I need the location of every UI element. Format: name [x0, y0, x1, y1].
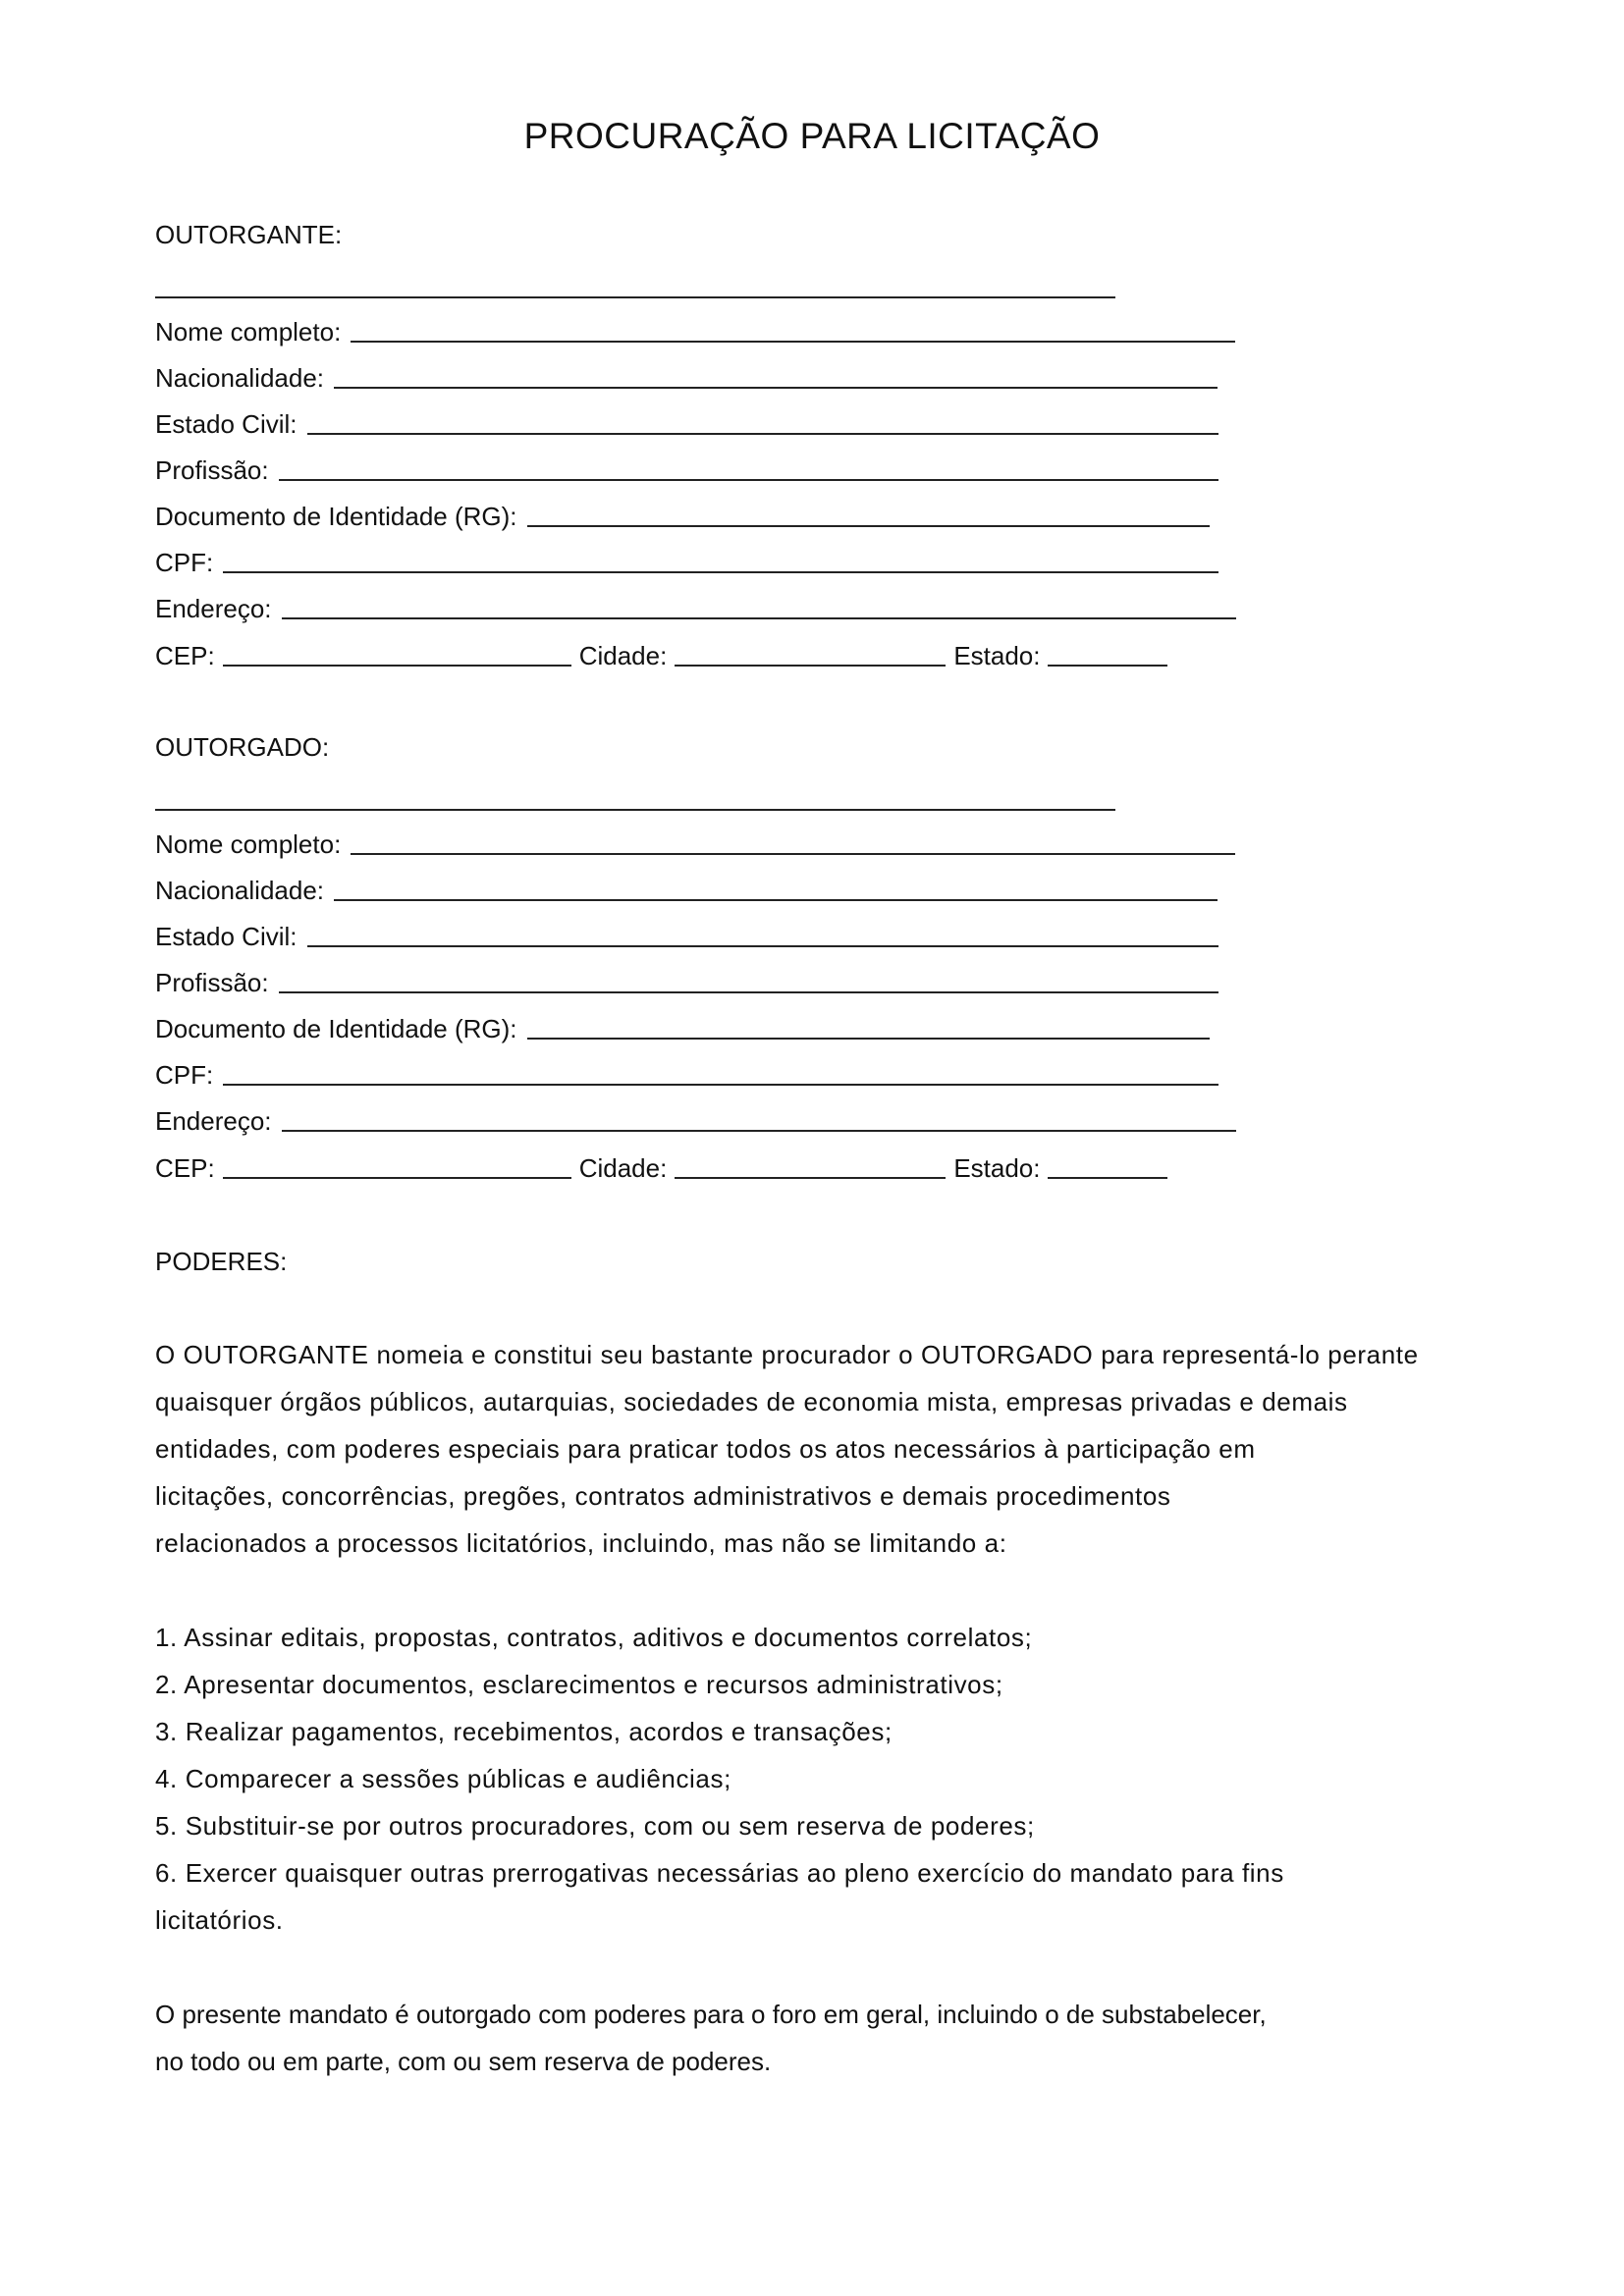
outorgado-nome-field — [155, 827, 1235, 862]
outorgado-name-line[interactable] — [155, 809, 1115, 811]
outorgado-nome-label: Nome completo: — [155, 829, 342, 859]
outorgado-nacionalidade-label: Nacionalidade: — [155, 876, 325, 905]
outorgado-cep-label: CEP: — [155, 1153, 215, 1183]
outorgado-endereco-blank[interactable] — [282, 1130, 1236, 1132]
outorgante-estado-civil-blank[interactable] — [307, 433, 1219, 435]
document-title: PROCURAÇÃO PARA LICITAÇÃO — [523, 116, 1101, 156]
outorgado-cidade-label: Cidade: — [578, 1153, 668, 1183]
outorgante-cep-row — [155, 638, 1175, 673]
outorgado-cep-row — [155, 1150, 1175, 1186]
outorgado-profissao-blank[interactable] — [279, 991, 1218, 993]
outorgante-cep-label: CEP: — [155, 641, 215, 670]
list-item: 1. Assinar editais, propostas, contratos, aditivos e documentos correlatos; — [155, 1623, 1033, 1652]
outorgado-estado-civil-blank[interactable] — [307, 945, 1219, 947]
list-item: 4. Comparecer a sessões públicas e audiências; — [155, 1764, 731, 1793]
list-item: licitatórios. — [155, 1905, 284, 1935]
outorgante-nome-blank[interactable] — [351, 341, 1235, 343]
intro-line: relacionados a processos licitatórios, incluindo, mas não se limitando a: — [155, 1528, 1007, 1558]
outorgante-endereco-blank[interactable] — [282, 617, 1236, 619]
outorgado-cidade-blank[interactable] — [675, 1177, 946, 1179]
outorgante-endereco-label: Endereço: — [155, 594, 272, 623]
outorgado-heading: OUTORGADO: — [155, 732, 330, 762]
outorgante-nome-label: Nome completo: — [155, 317, 342, 347]
outorgado-cep-blank[interactable] — [223, 1177, 571, 1179]
outorgante-nacionalidade-blank[interactable] — [334, 387, 1218, 389]
intro-line: licitações, concorrências, pregões, contratos administrativos e demais procedimentos — [155, 1481, 1171, 1511]
list-item: 6. Exercer quaisquer outras prerrogativas necessárias ao pleno exercício do mandato para fins — [155, 1858, 1284, 1888]
closing-line: O presente mandato é outorgado com poderes para o foro em geral, incluindo o de substabelecer, — [155, 2000, 1267, 2029]
outorgante-nacionalidade-label: Nacionalidade: — [155, 363, 325, 393]
outorgante-nacionalidade-field — [155, 360, 1218, 396]
list-item: 3. Realizar pagamentos, recebimentos, acordos e transações; — [155, 1717, 893, 1746]
outorgante-rg-field — [155, 499, 1210, 534]
outorgante-profissao-field — [155, 453, 1218, 488]
outorgante-name-line[interactable] — [155, 296, 1115, 298]
outorgante-heading: OUTORGANTE: — [155, 220, 343, 249]
outorgado-nacionalidade-field — [155, 873, 1218, 908]
outorgante-estado-civil-field — [155, 406, 1218, 442]
outorgado-rg-blank[interactable] — [527, 1038, 1210, 1040]
outorgante-profissao-label: Profissão: — [155, 455, 269, 485]
outorgado-profissao-field — [155, 965, 1218, 1000]
outorgado-nome-blank[interactable] — [351, 853, 1235, 855]
outorgante-estado-blank[interactable] — [1048, 665, 1167, 667]
outorgado-estado-civil-label: Estado Civil: — [155, 922, 298, 951]
closing-paragraph — [155, 1991, 1530, 2085]
closing-line: no todo ou em parte, com ou sem reserva de poderes. — [155, 2047, 772, 2076]
outorgante-rg-label: Documento de Identidade (RG): — [155, 502, 517, 531]
intro-line: quaisquer órgãos públicos, autarquias, sociedades de economia mista, empresas privadas e demais — [155, 1387, 1348, 1416]
outorgado-cpf-blank[interactable] — [223, 1084, 1218, 1086]
outorgante-profissao-blank[interactable] — [279, 479, 1218, 481]
intro-line: entidades, com poderes especiais para praticar todos os atos necessários à participação em — [155, 1434, 1256, 1464]
outorgado-estado-blank[interactable] — [1048, 1177, 1167, 1179]
list-item: 2. Apresentar documentos, esclarecimentos e recursos administrativos; — [155, 1670, 1003, 1699]
outorgado-cpf-label: CPF: — [155, 1060, 214, 1090]
outorgante-estado-civil-label: Estado Civil: — [155, 409, 298, 439]
outorgado-profissao-label: Profissão: — [155, 968, 269, 997]
outorgante-cep-blank[interactable] — [223, 665, 571, 667]
outorgado-cpf-field — [155, 1057, 1218, 1093]
outorgante-rg-blank[interactable] — [527, 525, 1210, 527]
poderes-heading: PODERES: — [155, 1247, 288, 1276]
outorgado-rg-label: Documento de Identidade (RG): — [155, 1014, 517, 1043]
poderes-intro-paragraph — [155, 1331, 1530, 1567]
outorgante-cpf-field — [155, 545, 1218, 580]
outorgante-cidade-blank[interactable] — [675, 665, 946, 667]
outorgante-cpf-blank[interactable] — [223, 571, 1218, 573]
outorgante-estado-label: Estado: — [953, 641, 1041, 670]
intro-line: O OUTORGANTE nomeia e constitui seu bastante procurador o OUTORGADO para representá-lo perante — [155, 1340, 1419, 1369]
list-item: 5. Substituir-se por outros procuradores, com ou sem reserva de poderes; — [155, 1811, 1035, 1841]
outorgado-endereco-field — [155, 1103, 1236, 1139]
outorgante-cidade-label: Cidade: — [578, 641, 668, 670]
outorgante-nome-field — [155, 314, 1235, 349]
outorgante-cpf-label: CPF: — [155, 548, 214, 577]
poderes-list — [155, 1614, 1530, 1944]
outorgado-rg-field — [155, 1011, 1210, 1046]
outorgado-estado-label: Estado: — [953, 1153, 1041, 1183]
outorgado-nacionalidade-blank[interactable] — [334, 899, 1218, 901]
outorgado-estado-civil-field — [155, 919, 1218, 954]
outorgado-endereco-label: Endereço: — [155, 1106, 272, 1136]
outorgante-endereco-field — [155, 591, 1236, 626]
